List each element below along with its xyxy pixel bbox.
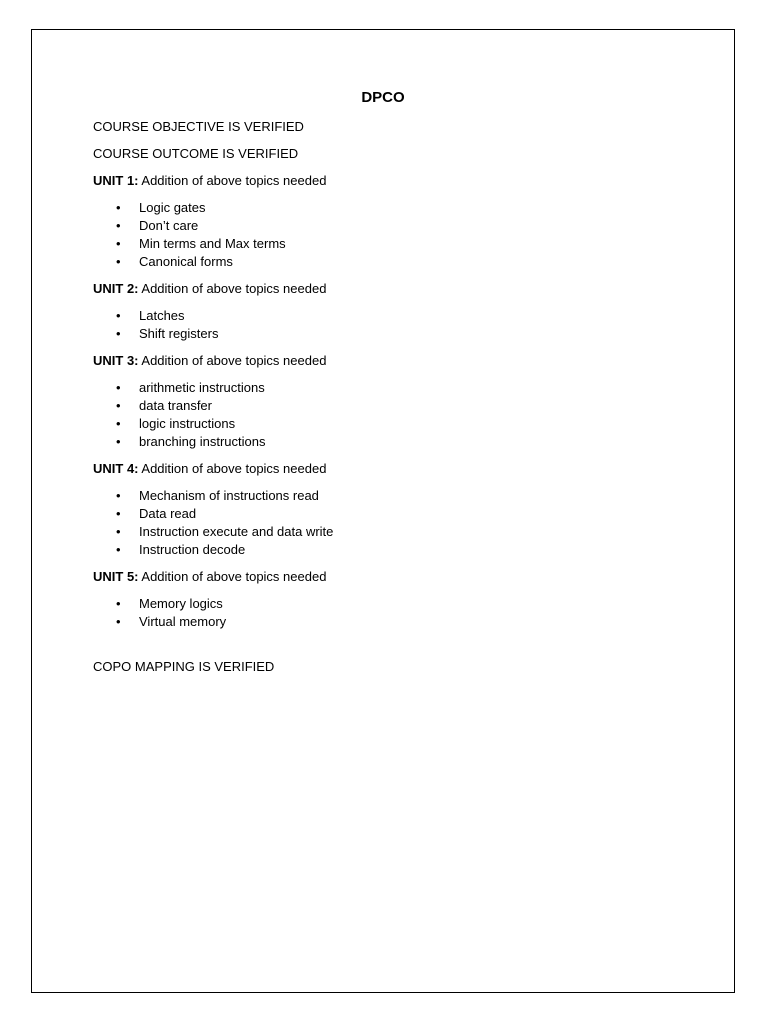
topic-text: Data read xyxy=(139,506,197,521)
topic-text: Latches xyxy=(139,308,185,323)
unit-2-topic-list xyxy=(93,307,673,343)
bullet-icon: • xyxy=(116,524,121,539)
topic-text: arithmetic instructions xyxy=(139,380,265,395)
unit-4-label: UNIT 4: xyxy=(93,461,139,476)
list-item xyxy=(93,595,673,613)
topic-text: Shift registers xyxy=(139,326,219,341)
topic-text: Mechanism of instructions read xyxy=(139,488,319,503)
list-item xyxy=(93,505,673,523)
unit-1-text: Addition of above topics needed xyxy=(138,173,327,188)
topic-text: Logic gates xyxy=(139,200,206,215)
bullet-icon: • xyxy=(116,542,121,557)
unit-5-topic-list xyxy=(93,595,673,631)
topic-text: Min terms and Max terms xyxy=(139,236,286,251)
document-content xyxy=(93,88,673,685)
list-item xyxy=(93,379,673,397)
copo-mapping-line: COPO MAPPING IS VERIFIED xyxy=(93,659,275,674)
course-objective-line: COURSE OBJECTIVE IS VERIFIED xyxy=(93,119,304,134)
unit-3-heading xyxy=(93,352,673,370)
document-title: DPCO xyxy=(361,89,405,106)
list-item xyxy=(93,235,673,253)
bullet-icon: • xyxy=(116,326,121,341)
unit-3-text: Addition of above topics needed xyxy=(138,353,327,368)
topic-text: logic instructions xyxy=(139,416,236,431)
unit-2-text: Addition of above topics needed xyxy=(138,281,327,296)
document-page xyxy=(31,29,735,993)
topic-text: Instruction decode xyxy=(139,542,246,557)
list-item xyxy=(93,397,673,415)
topic-text: Canonical forms xyxy=(139,254,233,269)
list-item xyxy=(93,325,673,343)
bullet-icon: • xyxy=(116,308,121,323)
bullet-icon: • xyxy=(116,398,121,413)
list-item xyxy=(93,217,673,235)
unit-2-label: UNIT 2: xyxy=(93,281,139,296)
course-outcome-line: COURSE OUTCOME IS VERIFIED xyxy=(93,146,299,161)
bullet-icon: • xyxy=(116,254,121,269)
topic-text: Virtual memory xyxy=(139,614,227,629)
topic-text: branching instructions xyxy=(139,434,266,449)
bullet-icon: • xyxy=(116,506,121,521)
bullet-icon: • xyxy=(116,200,121,215)
list-item xyxy=(93,253,673,271)
topic-text: data transfer xyxy=(139,398,212,413)
unit-4-topic-list xyxy=(93,487,673,559)
unit-2-heading xyxy=(93,280,673,298)
list-item xyxy=(93,487,673,505)
bullet-icon: • xyxy=(116,416,121,431)
bullet-icon: • xyxy=(116,434,121,449)
unit-1-heading xyxy=(93,172,673,190)
unit-1-label: UNIT 1: xyxy=(93,173,139,188)
list-item xyxy=(93,523,673,541)
bullet-icon: • xyxy=(116,380,121,395)
list-item xyxy=(93,613,673,631)
unit-3-label: UNIT 3: xyxy=(93,353,139,368)
unit-5-label: UNIT 5: xyxy=(93,569,139,584)
bullet-icon: • xyxy=(116,614,121,629)
unit-5-text: Addition of above topics needed xyxy=(138,569,327,584)
list-item xyxy=(93,433,673,451)
unit-4-text: Addition of above topics needed xyxy=(138,461,327,476)
bullet-icon: • xyxy=(116,488,121,503)
bullet-icon: • xyxy=(116,218,121,233)
list-item xyxy=(93,415,673,433)
topic-text: Don’t care xyxy=(139,218,199,233)
bullet-icon: • xyxy=(116,596,121,611)
list-item xyxy=(93,541,673,559)
unit-4-heading xyxy=(93,460,673,478)
topic-text: Instruction execute and data write xyxy=(139,524,334,539)
unit-5-heading xyxy=(93,568,673,586)
unit-3-topic-list xyxy=(93,379,673,451)
spacer xyxy=(93,640,673,658)
topic-text: Memory logics xyxy=(139,596,223,611)
list-item xyxy=(93,307,673,325)
bullet-icon: • xyxy=(116,236,121,251)
unit-1-topic-list xyxy=(93,199,673,271)
list-item xyxy=(93,199,673,217)
